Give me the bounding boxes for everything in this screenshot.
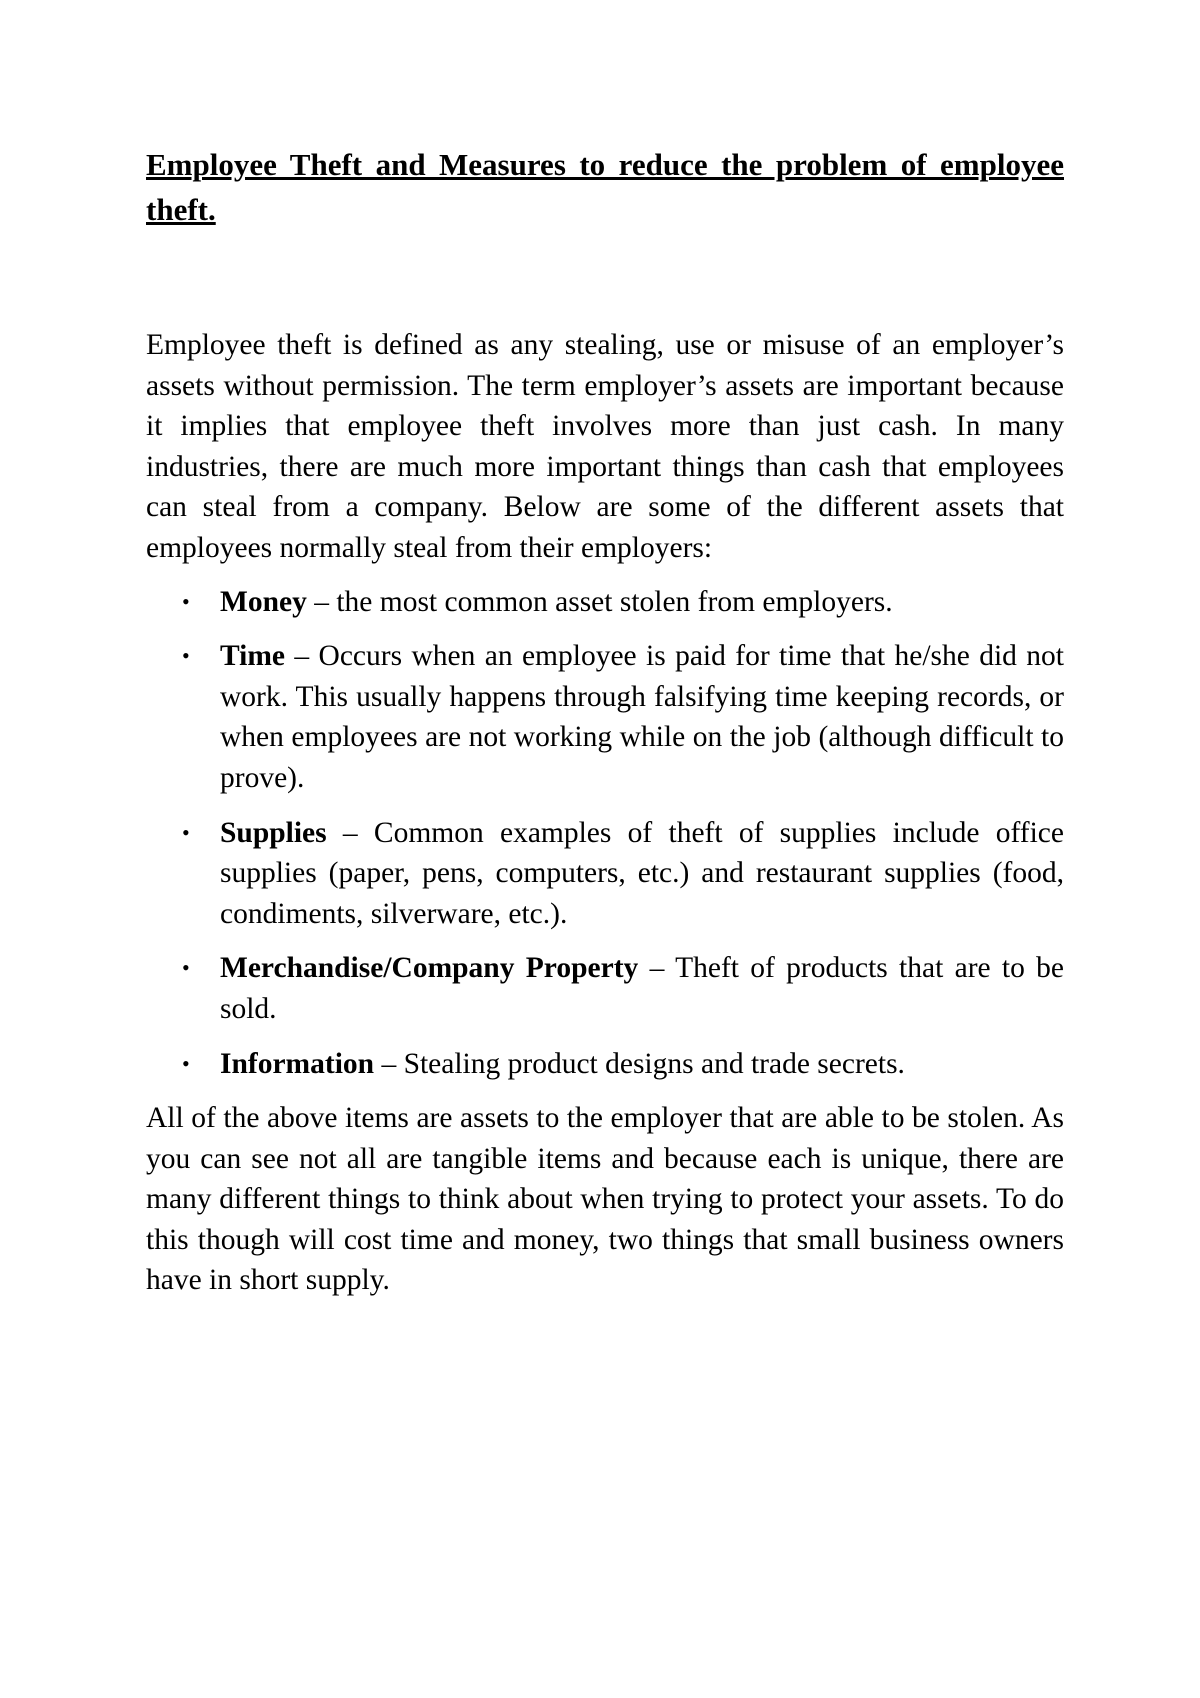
list-item-term: Money [220,585,307,618]
list-item [146,1044,1064,1085]
closing-paragraph: All of the above items are assets to the employer that are able to be stolen. As you can see not all are tangible items and because each is unique, there are many different things to think about when trying to protect your assets. To do this though will cost time and money, two things that small business owners have in short supply. [146,1102,1064,1297]
document-title: Employee Theft and Measures to reduce the problem of employee theft. [146,147,1064,227]
list-item [146,948,1064,1029]
list-item-desc: – Stealing product designs and trade secrets. [374,1047,905,1080]
bullet-icon: • [182,588,190,614]
list-item-term: Merchandise/Company Property [220,952,639,985]
document-page [146,142,1064,1301]
intro-paragraph: Employee theft is defined as any stealing, use or misuse of an employer’s assets without permission. The term employer’s assets are important because it implies that employee theft involves more than just cash. In many industries, there are much more important things than cash that employees can steal from a company. Below are some of the different assets that employees normally steal from their employers: [146,329,1064,564]
bullet-icon: • [182,643,190,669]
list-item-desc: – the most common asset stolen from employers. [306,585,893,618]
bullet-icon: • [182,955,190,981]
list-item [146,813,1064,935]
list-item [146,582,1064,623]
list-item-term: Supplies [220,816,327,849]
list-item-desc: – Occurs when an employee is paid for time that he/she did not work. This usually happens through falsifying time keeping records, or when employees are not working while on the job (although difficult to prove). [220,640,1064,794]
asset-list [146,582,1064,1085]
list-item-desc: – Theft of products that are to be sold. [220,952,1065,1025]
list-item-term: Information [220,1047,375,1080]
bullet-icon: • [182,819,190,845]
list-item-desc: – Common examples of theft of supplies include office supplies (paper, pens, computers, etc.) and restaurant supplies (food, condiments, silverware, etc.). [220,816,1064,930]
list-item-term: Time [220,640,286,673]
bullet-icon: • [182,1050,190,1076]
list-item [146,636,1064,798]
